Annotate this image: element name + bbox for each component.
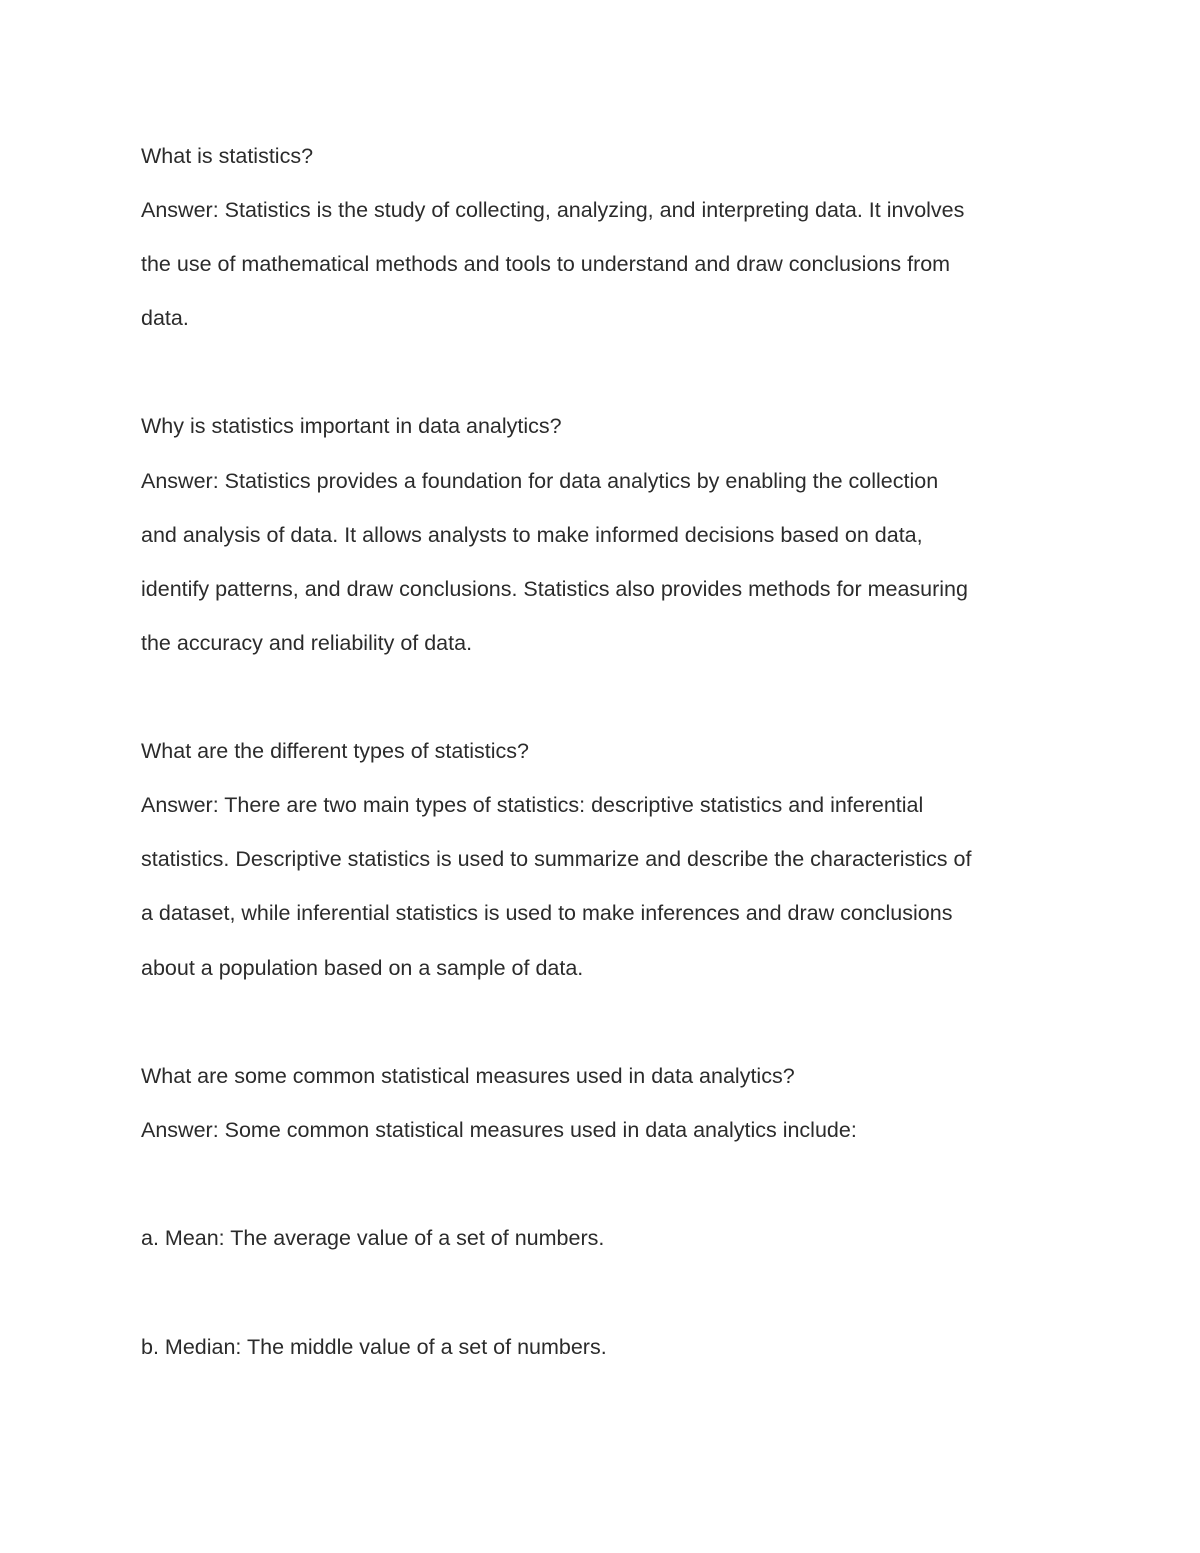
list-item-median: b. Median: The middle value of a set of numbers. xyxy=(141,1335,607,1359)
answer-1-line-2: the use of mathematical methods and tools to understand and draw conclusions from xyxy=(141,252,951,276)
question-2: Why is statistics important in data analytics? xyxy=(141,414,562,438)
answer-2-line-4: the accuracy and reliability of data. xyxy=(141,631,473,655)
answer-3-line-2: statistics. Descriptive statistics is used to summarize and describe the characteristics of xyxy=(141,847,972,871)
answer-4-line-1: Answer: Some common statistical measures used in data analytics include: xyxy=(141,1118,857,1142)
list-item-mean: a. Mean: The average value of a set of numbers. xyxy=(141,1226,605,1250)
answer-1-line-1: Answer: Statistics is the study of collecting, analyzing, and interpreting data. It involves xyxy=(141,198,965,222)
answer-3-line-1: Answer: There are two main types of statistics: descriptive statistics and inferential xyxy=(141,793,924,817)
answer-3-line-4: about a population based on a sample of data. xyxy=(141,956,584,980)
answer-2-line-2: and analysis of data. It allows analysts to make informed decisions based on data, xyxy=(141,523,923,547)
answer-2-line-1: Answer: Statistics provides a foundation for data analytics by enabling the collection xyxy=(141,469,939,493)
question-4: What are some common statistical measures used in data analytics? xyxy=(141,1064,795,1088)
question-3: What are the different types of statistics? xyxy=(141,739,529,763)
answer-3-line-3: a dataset, while inferential statistics is used to make inferences and draw conclusions xyxy=(141,901,953,925)
answer-1-line-3: data. xyxy=(141,306,189,330)
answer-2-line-3: identify patterns, and draw conclusions. Statistics also provides methods for measuring xyxy=(141,577,968,601)
question-1: What is statistics? xyxy=(141,144,314,168)
